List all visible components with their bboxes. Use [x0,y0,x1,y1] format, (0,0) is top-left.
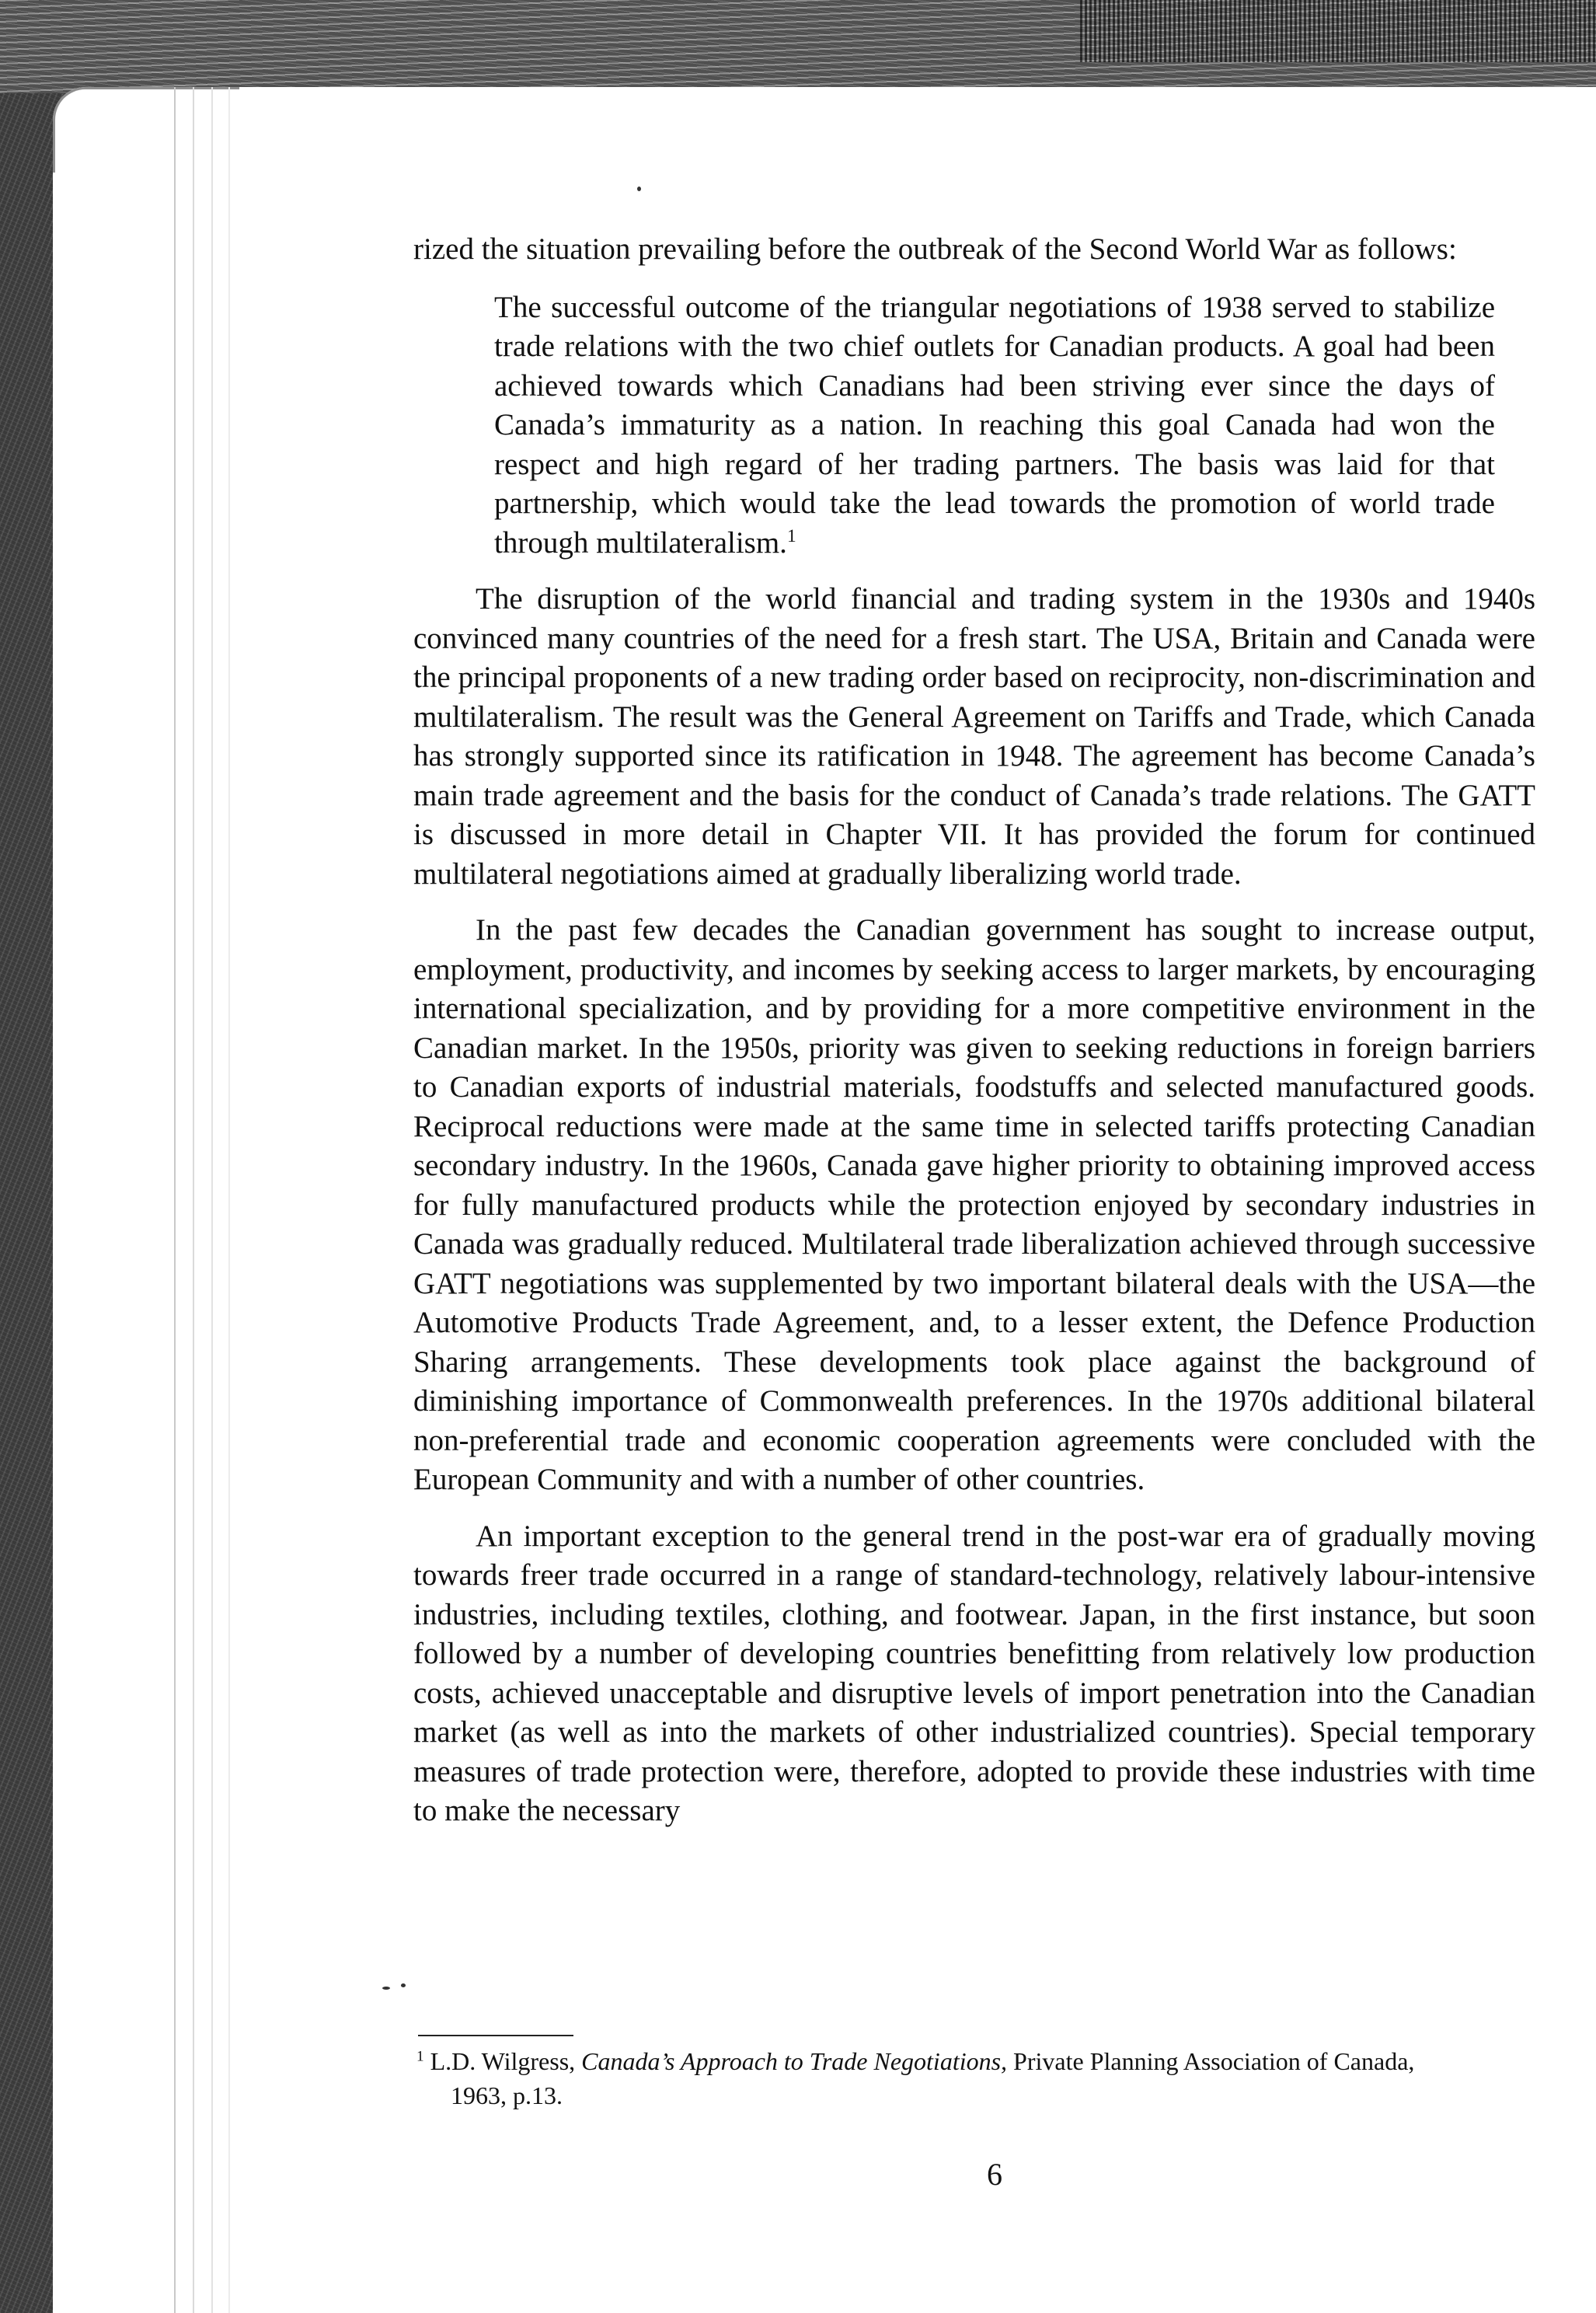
page-curl-edge [53,87,239,173]
scan-speck [382,1987,390,1990]
body-paragraph-3: An important exception to the general trend in the post-war era of gradually moving towards freer trade occurred in a range of standard-technology, relatively labour-intensive industries, including textiles, clothing, and footwear. Japan, in the first instance, but soon followed by a number of developing countries benefitting from relatively low production costs, achieved unacceptable and disruptive levels of import penetration into the Canadian market (as well as into the markets of other industrialized countries). Special temporary measures of trade protection were, therefore, adopted to provide these industries with time to make the necessary [413,1519,1535,1827]
intro-paragraph: rized the situation prevailing before the outbreak of the Second World War as follows: [413,232,1457,266]
scan-speck [637,187,641,191]
footnote-title: Canada’s Approach to Trade Negotiations, [581,2047,1008,2075]
footnote-author: L.D. Wilgress, [430,2047,576,2075]
document-body [413,230,1535,1848]
scanner-dark-block [1080,0,1596,62]
footnote-separator [418,2035,573,2036]
footnote-marker: 1 [416,2048,424,2065]
footnote-publisher: Private Planning Association of Canada, [1013,2047,1415,2075]
scanner-top-edge [0,0,1596,93]
block-quote-text: The successful outcome of the triangular negotiations of 1938 served to stabilize trade relations with the two chief outlets for Canadian products. A goal had been achieved towards which Canadians had been striving ever since the days of Canada’s immaturity as a nation. In reaching this goal Canada had won the respect and high regard of her trading partners. The basis was laid for that partnership, which would take the lead towards the promotion of world trade through multilateralism. [494,290,1495,560]
footnote-reference: 1 [786,525,796,546]
footnote [416,2044,1535,2112]
body-paragraph-2: In the past few decades the Canadian government has sought to increase output, employment, productivity, and incomes by seeking access to larger markets, by encouraging international specialization, and by providing for a more competitive environment in the Canadian market. In the 1950s, priority was given to seeking reductions in foreign barriers to Canadian exports of industrial materials, foodstuffs and selected manufactured goods. Reciprocal reductions were made at the same time in selected tariffs protecting Canadian secondary industry. In the 1960s, Canada gave higher priority to obtaining improved access for fully manufactured products while the protection enjoyed by secondary industries in Canada was gradually reduced. Multilateral trade liberalization achieved through successive GATT negotiations was supplemented by two important bilateral deals with the USA—the Automotive Products Trade Agreement, and, to a lesser extent, the Defence Production Sharing arrangements. These developments took place against the background of diminishing importance of Commonwealth preferences. In the 1970s additional bilateral non-preferential trade and economic cooperation agreements were concluded with the European Community and with a number of other countries. [413,913,1535,1496]
block-quote [494,288,1535,563]
page-number: 6 [987,2157,1002,2192]
footnote-year-page: 1963, p.13. [451,2081,563,2109]
scan-speck [401,1983,406,1987]
body-paragraph-1: The disruption of the world financial and trading system in the 1930s and 1940s convinced many countries of the need for a fresh start. The USA, Britain and Canada were the principal proponents of a new trading order based on reciprocity, non-discrimination and multilateralism. The result was the General Agreement on Tariffs and Trade, which Canada has strongly supported since its ratification in 1948. The agreement has become Canada’s main trade agreement and the basis for the conduct of Canada’s trade relations. The GATT is discussed in more detail in Chapter VII. It has provided the forum for continued multilateral negotiations aimed at gradually liberalizing world trade. [413,582,1535,891]
